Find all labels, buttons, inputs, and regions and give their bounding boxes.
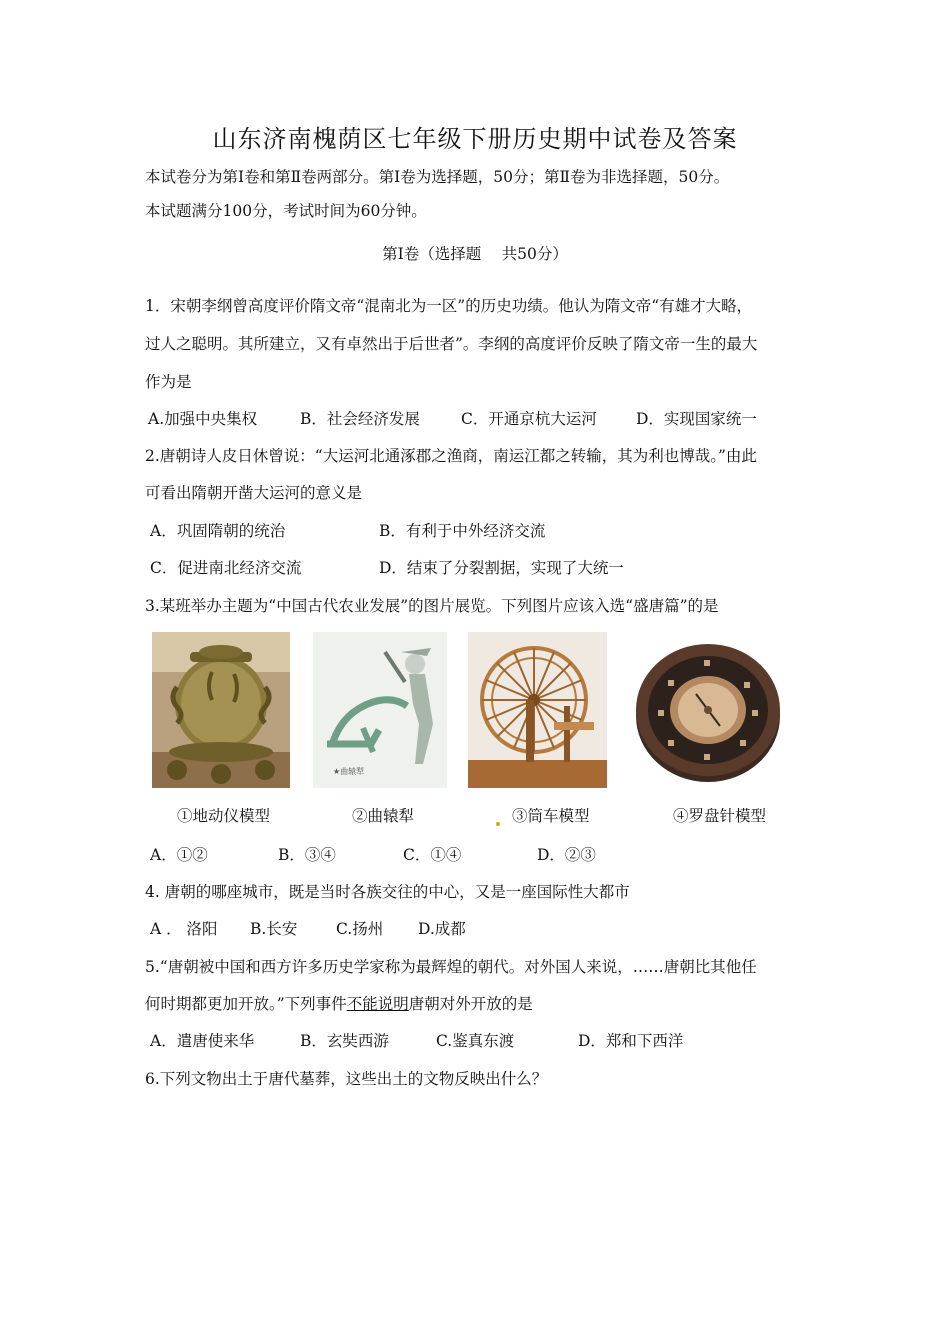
seismograph-image xyxy=(152,632,290,788)
caption-water-wheel: ③筒车模型 xyxy=(512,807,590,825)
question-5-option-b: B．玄奘西游 xyxy=(300,1032,389,1050)
question-4-option-b: B.长安 xyxy=(250,920,298,938)
question-1-line-1: 1．宋朝李纲曾高度评价隋文帝“混南北为一区”的历史功绩。他认为隋文帝“有雄才大略， xyxy=(145,297,753,315)
caption-seismograph: ①地动仪模型 xyxy=(177,807,271,825)
question-2-option-b: B．有利于中外经济交流 xyxy=(379,522,546,540)
question-5-line-2-end: 唐朝对外开放的是 xyxy=(408,995,533,1013)
caption-compass: ④罗盘针模型 xyxy=(673,807,767,825)
question-5-option-d: D．郑和下西洋 xyxy=(578,1032,684,1050)
question-1-option-c: C．开通京杭大运河 xyxy=(461,410,597,428)
intro-line-1: 本试卷分为第Ⅰ卷和第Ⅱ卷两部分。第Ⅰ卷为选择题，50分；第Ⅱ卷为非选择题，50分。 xyxy=(145,168,730,186)
question-4-option-a: A ． 洛阳 xyxy=(150,920,218,938)
question-1-option-b: B．社会经济发展 xyxy=(300,410,420,428)
question-3-option-c: C．①④ xyxy=(403,846,462,864)
question-2-option-d: D．结束了分裂割据，实现了大统一 xyxy=(379,559,624,577)
question-2-line-1: 2.唐朝诗人皮日休曾说：“大运河北通涿郡之渔商，南运江都之转输，其为利也博哉。”由此 xyxy=(145,447,757,465)
question-1-line-2: 过人之聪明。其所建立，又有卓然出于后世者”。李纲的高度评价反映了隋文帝一生的最大 xyxy=(145,335,758,353)
question-6-line: 6.下列文物出土于唐代墓葬，这些出土的文物反映出什么？ xyxy=(145,1070,548,1088)
caption-curved-plow: ②曲辕犁 xyxy=(352,807,415,825)
question-5-option-c: C.鉴真东渡 xyxy=(436,1032,515,1050)
water-wheel-image xyxy=(468,632,607,788)
question-5-line-1: 5.“唐朝被中国和西方许多历史学家称为最辉煌的朝代。对外国人来说，……唐朝比其他任 xyxy=(145,958,757,976)
question-5-line-2-start: 何时期都更加开放。”下列事件 xyxy=(145,995,347,1013)
plow-label: ★曲辕犁 xyxy=(333,767,365,776)
question-1-option-d: D．实现国家统一 xyxy=(636,410,757,428)
question-4-option-c: C.扬州 xyxy=(336,920,384,938)
compass-image xyxy=(632,632,784,788)
question-1-option-a: A.加强中央集权 xyxy=(148,410,258,428)
question-5-underlined-phrase: 不能说明 xyxy=(346,995,409,1013)
question-2-option-a: A．巩固隋朝的统治 xyxy=(150,522,286,540)
question-4-line: 4. 唐朝的哪座城市，既是当时各族交往的中心，又是一座国际性大都市 xyxy=(145,883,630,901)
curved-plow-image xyxy=(313,632,447,788)
decorative-dot xyxy=(496,822,500,826)
question-3-option-b: B．③④ xyxy=(278,846,336,864)
question-3-option-a: A．①② xyxy=(150,846,208,864)
section-heading: 第Ⅰ卷（选择题 共50分） xyxy=(382,245,568,263)
question-5-line-2 xyxy=(145,994,533,1014)
question-3-line: 3.某班举办主题为“中国古代农业发展”的图片展览。下列图片应该入选“盛唐篇”的是 xyxy=(145,597,719,615)
exam-title: 山东济南槐荫区七年级下册历史期中试卷及答案 xyxy=(212,125,738,153)
question-5-option-a: A．遣唐使来华 xyxy=(150,1032,255,1050)
question-3-option-d: D．②③ xyxy=(537,846,596,864)
intro-line-2: 本试题满分100分，考试时间为60分钟。 xyxy=(145,202,427,220)
question-2-line-2: 可看出隋朝开凿大运河的意义是 xyxy=(145,484,363,502)
question-4-option-d: D.成都 xyxy=(418,920,466,938)
question-2-option-c: C．促进南北经济交流 xyxy=(150,559,302,577)
question-1-line-3: 作为是 xyxy=(145,373,192,391)
